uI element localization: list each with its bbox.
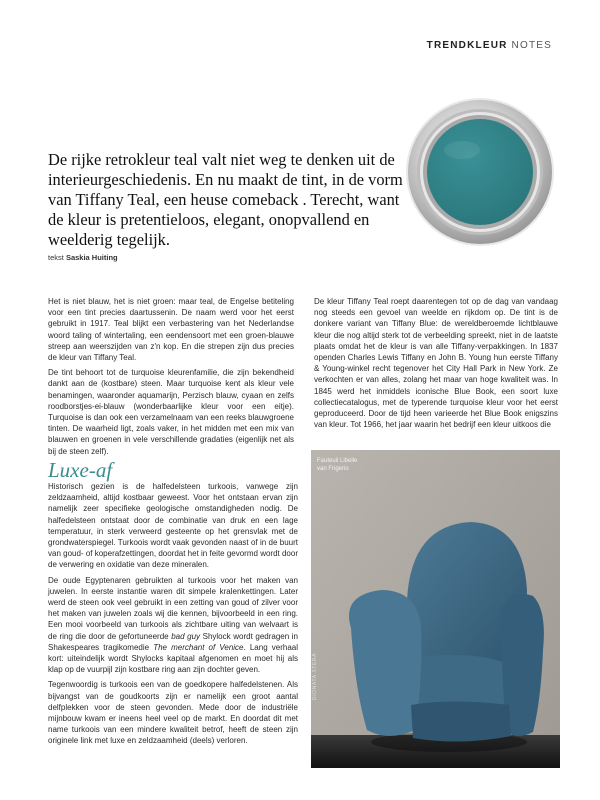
photo-credit: Fauteuil Libelle van Frigerio: [317, 458, 358, 472]
photographer-credit: DIONATA STERA: [312, 652, 318, 700]
paint-can-image: [400, 92, 560, 252]
paragraph: Tegenwoordig is turkoois een van de goedkopere halfedelstenen. Als bijvangst van de goudkoorts zijn er namelijk een groot aantal delfplekken voor de steen gevonden. Mede door de industriële mijnbouw kwam er ineens heel veel op de markt. En doordat dit met name turkoois van een mindere kwaliteit betrof, heeft de steen zijn originele link met luxe en zeldzaamheid (deels) verloren.: [48, 680, 298, 746]
paragraph: Historisch gezien is de halfedelsteen turkoois, vanwege zijn zeldzaamheid, altijd kostbaar geweest. Voor het ontstaan ervan zijn namelijk zeer specifieke geologische omstandigheden nodig. De halfedelsteen ontstaat door de combinatie van druk en een lage temperatuur, in sterk verweerd gesteente op het grensvlak met de grondwaterspiegel. Turkoois wordt vaak gevonden naast of in de buurt van goud- of koperafzettingen, doordat het in feite gevormd wordt door de verwering en oxidatie van deze mineralen.: [48, 482, 298, 570]
byline-author: Saskia Huiting: [65, 253, 118, 262]
section-header: [427, 40, 552, 51]
armchair-photo: [311, 450, 560, 768]
subsection-label: NOTES: [511, 40, 552, 51]
paragraph: De oude Egyptenaren gebruikten al turkoois voor het maken van juwelen. In eerste instantie waren dit simpele kralenkettingen. Later werd de steen ook veel gebruikt in een zetting van goud of zilver voor het maken van juwelen zoals wij die kennen, bijvoorbeeld in een ring. Een mooi voorbeeld van turkoois als zichtbare uiting van welvaart is de ring die door de gefortuneerde bad guy Shylock wordt gedragen in Shakespeares tragikomedie The merchant of Venice. Lang verhaal kort: uiteindelijk wordt Shylocks kapitaal afgenomen en moet hij als klap op de vuurpijl zijn kostbare ring aan zijn dochter geven.: [48, 575, 299, 675]
body-column-left-top: [48, 296, 294, 461]
byline-prefix: tekst: [48, 253, 64, 262]
subheading: Luxe-af: [48, 458, 113, 482]
intro-quote: De rijke retrokleur teal valt niet weg te denken uit de interieurgeschiedenis. En nu maakt de tint, in de vorm van Tiffany Teal, een heuse comeback . Terecht, want de kleur is pretentieloos, elegant, onopvallend en weelderig tegelijk.: [48, 150, 403, 249]
paragraph: De tint behoort tot de turquoise kleurenfamilie, die zijn bekendheid dankt aan de (kostbare) steen. Maar turquoise kent als kleur vele benamingen, waaronder aquamarijn, Perzisch blauw, cyaan en zelfs roodborstjes-ei-blauw (wonderbaarlijke kleur voor een eitje). Turquoise is dan ook een verzamelnaam van een reeks blauwgroene tinten. De waarheid ligt, zoals vaker, in het midden met een mix van blauwen en groenen in vele verschillende gradaties (eigenlijk net als bij de steen zelf).: [48, 368, 294, 456]
byline: [48, 253, 118, 262]
paragraph: Het is niet blauw, het is niet groen: maar teal, de Engelse betiteling voor een tint precies daartussenin. De naam werd voor het eerst gebruikt in 1917. Teal blijkt een verbastering van het Nederlandse woord taling of wintertaling, een eendensoort met een groen-blauwe streep aan weerszijden van z'n kop. En die strepen zijn dus precies de kleur van Tiffany Teal.: [48, 297, 294, 363]
section-label: TRENDKLEUR: [426, 40, 508, 51]
body-column-left-bottom: [48, 481, 298, 751]
paragraph: De kleur Tiffany Teal roept daarentegen tot op de dag van vandaag nog steeds een gevoel van weelde en rijkdom op. De tint is de donkere variant van Tiffany Blue: de wereldberoemde lichtblauwe kleur die nog altijd sterk tot de verbeelding spreekt, niet in de laatste plaats omdat het de kleur is van alle Tiffany-verpakkingen. In 1837 openden Charles Lewis Tiffany en John B. Young hun eerste Tiffany & Young-winkel recht tegenover het City Hall Park in New York. Ze verkochten er van alles, zolang het maar van hoge kwaliteit was. In 1845 werd het inmiddels iconische Blue Book, een soort luxe collectiecatalogus, met de typerende turquoise kleur voor het eerst geproduceerd. Door de tijd heen varieerde het Blue Book enigszins van kleur. Tot 1966, het jaar waarin het bedrijf een kleur uitkoos die: [314, 297, 558, 430]
body-column-right-top: [314, 296, 558, 434]
